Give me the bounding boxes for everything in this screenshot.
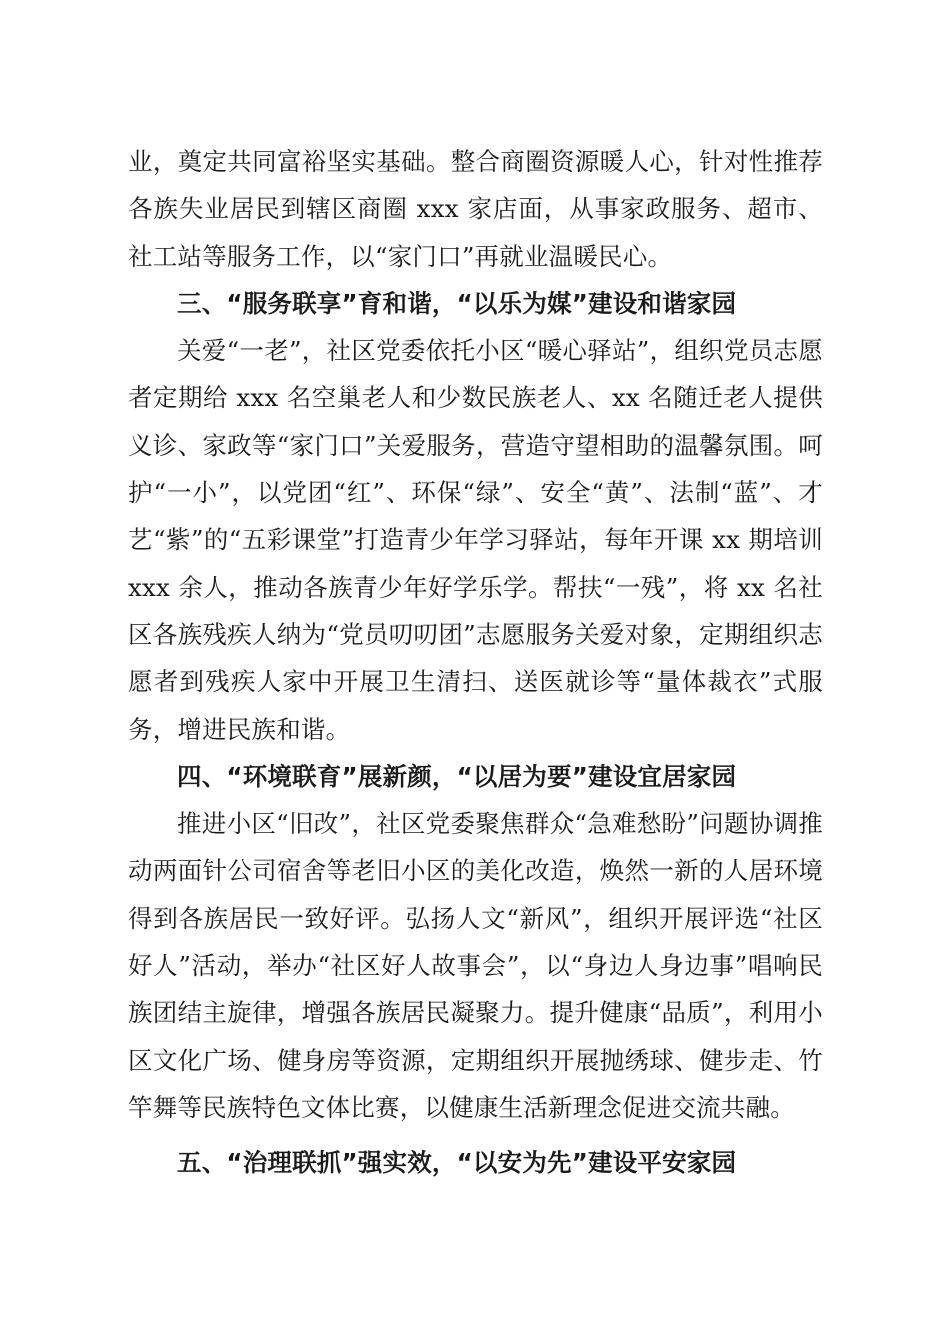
document-page [128, 138, 823, 1187]
section-4-heading: 四、“环境联育”展新颜，“以居为要”建设宜居家园 [177, 761, 737, 791]
continuation-paragraph: 业，奠定共同富裕坚实基础。整合商圈资源暖人心，针对性推荐各族失业居民到辖区商圈 xxx 家店面，从事家政服务、超市、社工站等服务工作，以“家门口”再就业温暖民心。 [128, 147, 823, 271]
section-3-paragraph: 关爱“一老”，社区党委依托小区“暖心驿站”，组织党员志愿者定期给 xxx 名空巢老人和少数民族老人、xx 名随迁老人提供义诊、家政等“家门口”关爱服务，营造守望相助的温馨氛围。呵护“一小”，以党团“红”、环保“绿”、安全“黄”、法制“蓝”、才艺“紫”的“五彩课堂”打造青少年学习驿站，每年开课 xx 期培训 xxx 余人，推动各族青少年好学乐学。帮扶“一残”，将 xx 名社区各族残疾人纳为“党员叨叨团”志愿服务关爱对象，定期组织志愿者到残疾人家中开展卫生清扫、送医就诊等“量体裁衣”式服务，增进民族和谐。 [128, 336, 823, 744]
section-5-heading: 五、“治理联抓”强实效，“以安为先”建设平安家园 [177, 1148, 737, 1178]
section-4-paragraph: 推进小区“旧改”，社区党委聚焦群众“急难愁盼”问题协调推动两面针公司宿舍等老旧小区的美化改造，焕然一新的人居环境得到各族居民一致好评。弘扬人文“新风”，组织开展评选“社区好人”活动，举办“社区好人故事会”，以“身边人身边事”唱响民族团结主旋律，增强各族居民凝聚力。提升健康“品质”，利用小区文化广场、健身房等资源，定期组织开展抛绣球、健步走、竹竿舞等民族特色文体比赛，以健康生活新理念促进交流共融。 [128, 809, 823, 1122]
section-3-heading: 三、“服务联享”育和谐，“以乐为媒”建设和谐家园 [177, 288, 737, 318]
